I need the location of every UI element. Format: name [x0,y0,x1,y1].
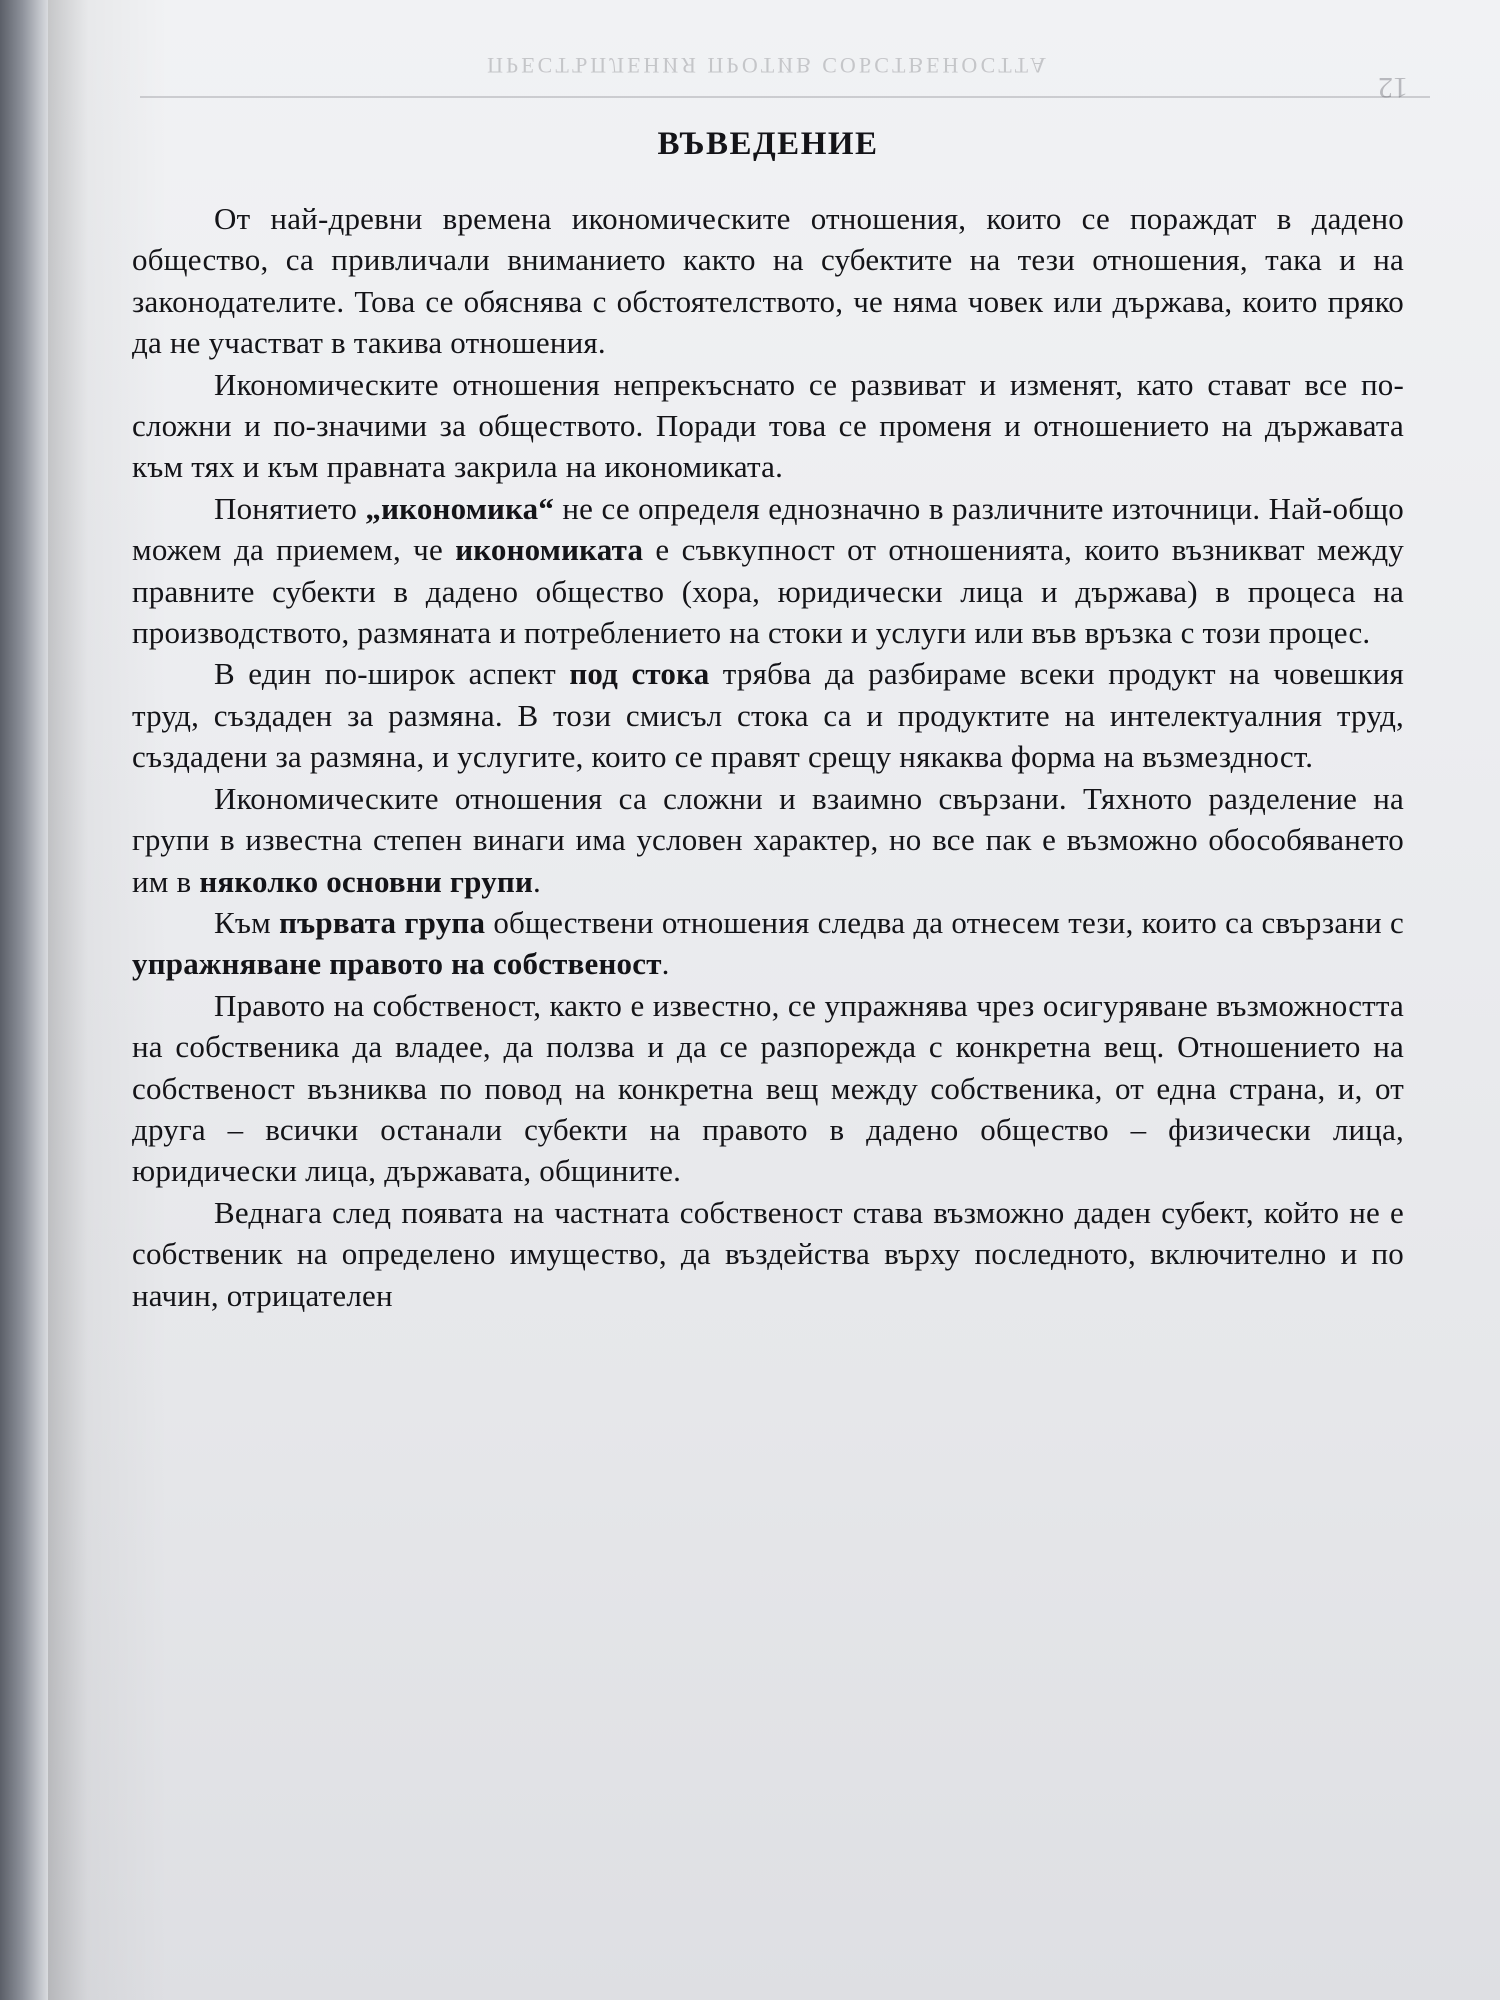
paragraph-3 [132,488,1404,654]
text-run: Веднага след появата на частната собственост става възможно даден субект, който не е собственик на определено имущество, да въздейства върху последното, включително и по начин, отрицателен [132,1194,1404,1313]
paragraph-7 [132,985,1404,1192]
text-run: Понятието [214,490,366,526]
text-run: Икономическите отношения са сложни и взаимно свързани. Тяхното разделение на групи в известна степен винаги има условен характер, но все пак е възможно обособяването им в [132,780,1404,899]
paragraph-2 [132,364,1404,488]
text-run: Към [214,904,280,940]
page-text [132,122,1404,1316]
paragraph-8 [132,1192,1404,1316]
bold-term: първата група [279,904,486,940]
bold-term: упражняване правото на собственост [132,946,662,982]
show-through-header-rule [140,96,1430,98]
text-run: е съвкупност от отношенията, които възникват между правните субекти в дадено общество (хора, юридически лица и държава) в процеса на производството, размяната и потреблението на стоки и услуги или във връзка с този процес. [132,532,1404,651]
bold-term: „икономика“ [365,490,555,526]
paragraph-5 [132,778,1404,902]
text-run: . [533,863,541,899]
show-through-running-header: ПРЕСТЪПЛЕНИЯ ПРОТИВ СОБСТВЕНОСТТА [487,53,1049,78]
paragraph-6 [132,902,1404,985]
text-run: Правото на собственост, както е известно, се упражнява чрез осигуряване възможността на собственика да владее, да ползва и да се разпорежда с конкретна вещ. Отношението на собственост възниква по повод на конкретна вещ между собственика, от една страна, и, от друга – всички останали субекти на правото в дадено общество – физически лица, юридически лица, държавата, общините. [132,987,1404,1189]
text-run: не се определя еднозначно в различните източници. Най-общо можем да приемем, че [132,490,1404,568]
chapter-heading: ВЪВЕДЕНИЕ [657,126,879,162]
bold-term: икономиката [455,532,644,568]
show-through-page-number: 12 [1378,71,1408,104]
text-run: . [661,946,670,982]
text-run: обществени отношения следва да отнесем тези, които са свързани с [485,904,1404,940]
paragraph-4 [132,653,1404,777]
bold-term: под стока [569,656,710,692]
bold-term: няколко основни групи [199,863,534,899]
text-run: Икономическите отношения непрекъснато се развиват и изменят, като стават все по-сложни и по-значими за обществото. Поради това се променя и отношението на държавата към тях и към правната закрила на икономиката. [132,366,1404,485]
text-run: В един по-широк аспект [214,656,570,692]
text-run: От най-древни времена икономическите отношения, които се пораждат в дадено общество, са привличали вниманието както на субектите на тези отношения, така и на законодателите. Това се обяснява с обстоятелството, че няма човек или държава, които пряко да не участват в такива отношения. [132,201,1404,361]
paragraph-1 [132,198,1404,364]
text-run: трябва да разбираме всеки продукт на човешкия труд, създаден за размяна. В този смисъл стока са и продуктите на интелектуалния труд, създадени за размяна, и услугите, които се правят срещу някаква форма на възмездност. [132,656,1404,775]
book-page [48,0,1500,2000]
